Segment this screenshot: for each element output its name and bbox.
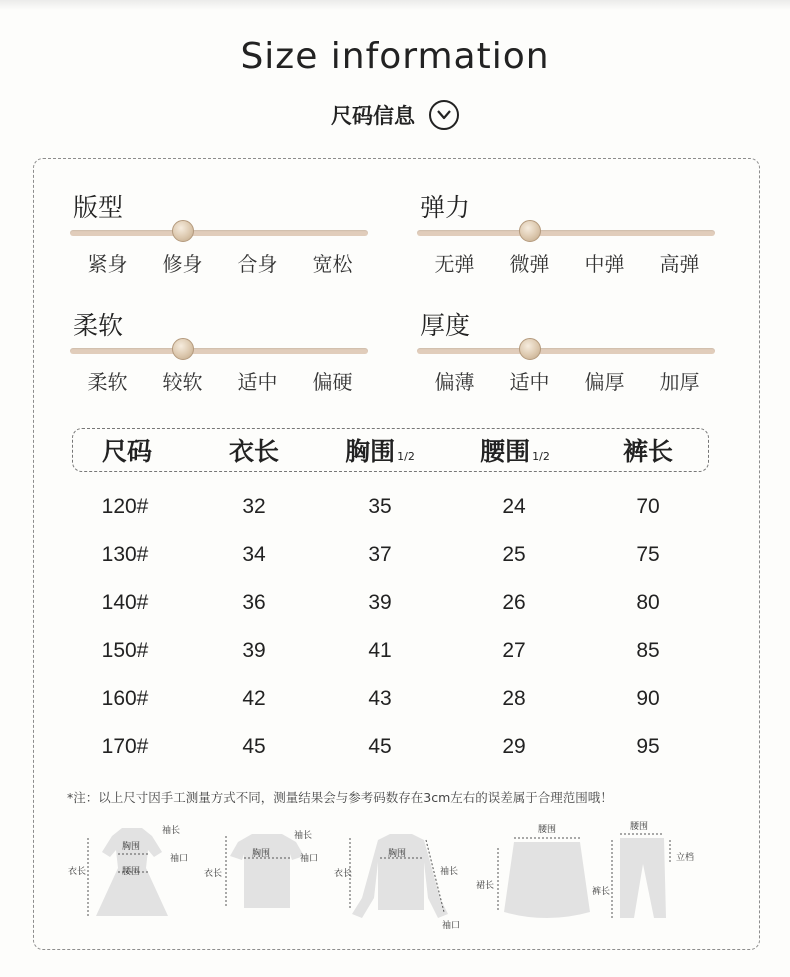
label-cuff: 袖口 — [300, 854, 319, 864]
top-band — [0, 0, 790, 10]
slider-track — [70, 230, 368, 236]
label-length: 衣长 — [68, 867, 87, 877]
label-chest: 胸围 — [122, 842, 141, 852]
header-size: 尺码 — [101, 437, 153, 466]
label-length: 裤长 — [592, 887, 611, 897]
attr-option: 适中 — [509, 370, 550, 394]
table-row: 140# 36 39 26 80 — [101, 591, 660, 614]
slider-knob — [172, 220, 194, 242]
table-row: 160# 42 43 28 90 — [101, 687, 660, 710]
header-pants-length: 裤长 — [622, 437, 674, 466]
header-chest: 胸围 1/2 — [345, 437, 415, 466]
label-rise: 立档 — [676, 853, 695, 863]
attr-option: 无弹 — [434, 252, 475, 276]
attr-option: 紧身 — [87, 252, 128, 276]
skirt-diagram — [476, 824, 590, 918]
attr-option: 偏薄 — [434, 370, 475, 394]
chevron-down-icon — [429, 100, 459, 130]
tshirt-diagram — [204, 829, 318, 908]
sweater-diagram — [334, 834, 460, 931]
attr-option: 柔软 — [87, 370, 128, 394]
attr-option: 微弹 — [509, 252, 550, 276]
label-waist: 腰围 — [538, 825, 557, 835]
slider-track — [417, 348, 715, 354]
table-row: 170# 45 45 29 95 — [101, 735, 660, 758]
attr-title: 柔软 — [73, 311, 124, 340]
label-waist: 腰围 — [630, 822, 649, 832]
attr-title: 弹力 — [420, 193, 471, 222]
attr-title: 版型 — [73, 193, 124, 222]
label-sleeve: 袖长 — [440, 867, 459, 877]
label-cuff: 袖口 — [170, 854, 189, 864]
attr-option: 高弹 — [659, 252, 700, 276]
label-length: 衣长 — [334, 869, 353, 879]
label-sleeve: 袖长 — [162, 826, 181, 836]
slider-knob — [172, 338, 194, 360]
attr-option: 适中 — [237, 370, 278, 394]
label-chest: 胸围 — [252, 849, 271, 859]
label-sleeve: 袖长 — [294, 831, 313, 841]
label-length: 裙长 — [476, 881, 495, 891]
half-mark: 1/2 — [397, 450, 415, 463]
label-chest: 胸围 — [388, 849, 407, 859]
label-cuff: 袖口 — [442, 921, 461, 931]
header-waist: 腰围 1/2 — [480, 437, 550, 466]
subtitle-label: 尺码信息 — [331, 104, 415, 128]
label-waist: 腰围 — [122, 867, 141, 877]
attr-option: 宽松 — [312, 252, 353, 276]
label-length: 衣长 — [204, 869, 223, 879]
slider-knob — [519, 338, 541, 360]
subtitle-row — [0, 98, 790, 132]
page-title: Size information — [240, 36, 550, 77]
attr-option: 较软 — [162, 370, 203, 394]
attr-option: 加厚 — [659, 370, 700, 394]
slider-track — [70, 348, 368, 354]
attr-option: 合身 — [237, 252, 278, 276]
table-row: 150# 39 41 27 85 — [101, 639, 660, 662]
dress-diagram — [68, 824, 188, 916]
pants-diagram — [592, 821, 694, 918]
attr-title: 厚度 — [420, 311, 471, 340]
attr-option: 中弹 — [584, 252, 625, 276]
header-length: 衣长 — [228, 437, 280, 466]
attr-option: 偏厚 — [584, 370, 625, 394]
measurement-note: *注：以上尺寸因手工测量方式不同，测量结果会与参考码数存在3cm左右的误差属于合理范围哦！ — [67, 790, 613, 805]
attr-option: 偏硬 — [312, 370, 353, 394]
slider-knob — [519, 220, 541, 242]
measurement-diagrams — [0, 816, 790, 941]
half-mark: 1/2 — [532, 450, 550, 463]
table-row: 130# 34 37 25 75 — [101, 543, 660, 566]
attr-option: 修身 — [162, 252, 203, 276]
table-row: 120# 32 35 24 70 — [101, 495, 660, 518]
slider-track — [417, 230, 715, 236]
